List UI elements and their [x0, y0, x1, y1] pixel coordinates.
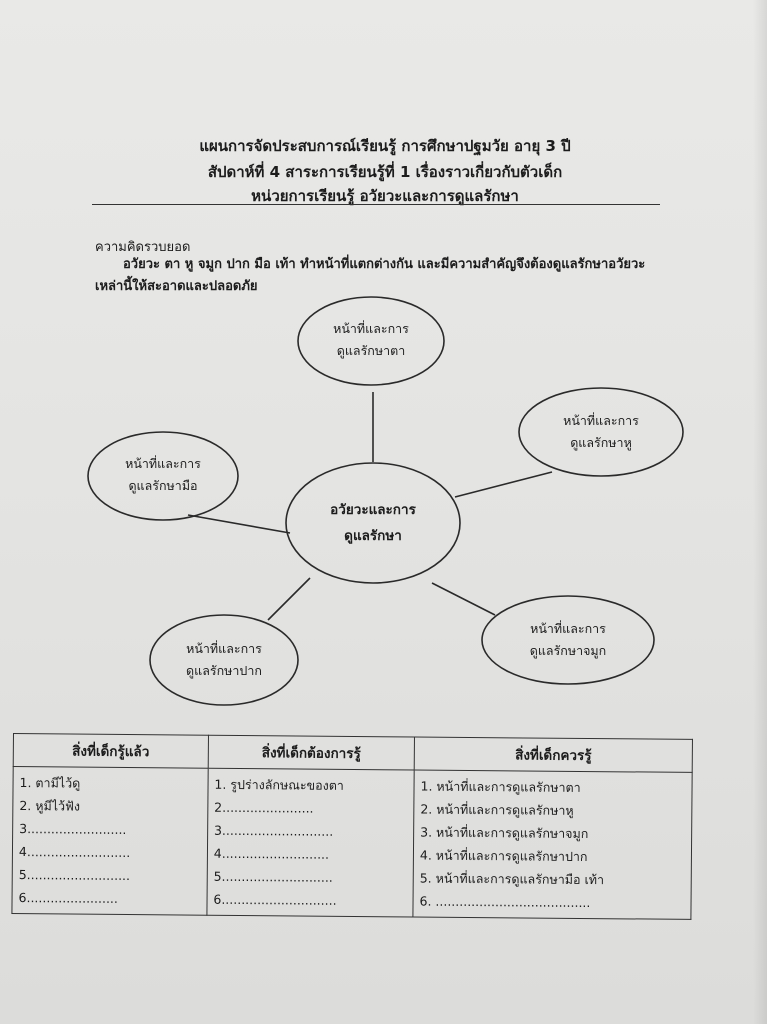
kwl-table: [11, 733, 693, 920]
node-eyes-line2: ดูแลรักษาตา: [336, 343, 406, 358]
known-item: 6.......................: [18, 890, 118, 906]
should-item: 2. หน้าที่และการดูแลรักษาหู: [420, 801, 574, 818]
should-item: 4. หน้าที่และการดูแลรักษาปาก: [419, 847, 588, 865]
known-item: 4..........................: [18, 844, 131, 861]
plan-title: แผนการจัดประสบการณ์เรียนรู้ การศึกษาปฐมวัย อายุ 3 ปี: [199, 137, 571, 155]
node-nose-label: [493, 618, 643, 662]
want-item: 6.............................: [213, 891, 337, 908]
node-eyes-label: [296, 318, 446, 362]
should-item: 5. หน้าที่และการดูแลรักษามือ เท้า: [419, 870, 605, 888]
node-nose-line1: หน้าที่และการ: [530, 621, 606, 636]
known-item: 3.........................: [19, 821, 127, 837]
kwl-header-known: สิ่งที่เด็กรู้แล้ว: [13, 734, 208, 769]
kwl-body-row: [12, 767, 692, 920]
known-item: 2. หูมีไว้ฟัง: [19, 798, 81, 814]
should-item: 6. .......................................: [419, 893, 591, 911]
node-eyes-line1: หน้าที่และการ: [333, 321, 409, 336]
concept-heading: ความคิดรวบยอด: [95, 240, 191, 255]
node-mouth-label: [149, 638, 299, 682]
node-ears-label: [526, 410, 676, 454]
node-mouth-line1: หน้าที่และการ: [186, 641, 262, 656]
want-item: 5............................: [213, 868, 333, 885]
node-ears-line1: หน้าที่และการ: [563, 413, 639, 428]
node-center-line1: อวัยวะและการ: [330, 502, 416, 518]
should-item: 1. หน้าที่และการดูแลรักษาตา: [420, 778, 581, 795]
known-item: 1. ตามีไว้ดู: [19, 775, 81, 791]
connector-ears: [455, 472, 552, 497]
concept-body: อวัยวะ ตา หู จมูก ปาก มือ เท้า ทำหน้าที่แตกต่างกัน และมีความสำคัญจึงต้องดูแลรักษาอวัยวะเหล่านี้ให้สะอาดและปลอดภัย: [95, 257, 646, 294]
kwl-header-want: สิ่งที่เด็กต้องการรู้: [208, 735, 414, 770]
connector-mouth: [268, 578, 310, 620]
node-mouth-line2: ดูแลรักษาปาก: [186, 663, 262, 678]
kwl-column-want: [207, 768, 414, 917]
kwl-column-should: [413, 770, 692, 919]
known-item: 5..........................: [18, 867, 131, 884]
connector-hands: [188, 515, 290, 533]
node-ears-line2: ดูแลรักษาหู: [570, 435, 632, 450]
want-item: 4...........................: [213, 845, 330, 862]
plan-week-subtitle: สัปดาห์ที่ 4 สาระการเรียนรู้ที่ 1 เรื่องราวเกี่ยวกับตัวเด็ก: [207, 163, 563, 181]
should-item: 3. หน้าที่และการดูแลรักษาจมูก: [420, 824, 589, 842]
node-nose-line2: ดูแลรักษาจมูก: [529, 643, 607, 658]
plan-unit-title: หน่วยการเรียนรู้ อวัยวะและการดูแลรักษา: [251, 187, 519, 205]
want-item: 1. รูปร่างลักษณะของตา: [214, 776, 344, 793]
node-center-label: [293, 497, 453, 549]
connector-nose: [432, 583, 495, 615]
node-hands-line1: หน้าที่และการ: [125, 456, 201, 471]
kwl-header-should: สิ่งที่เด็กควรรู้: [414, 737, 692, 772]
want-item: 3............................: [213, 822, 334, 839]
want-item: 2.......................: [214, 799, 314, 816]
node-hands-line2: ดูแลรักษามือ: [128, 478, 198, 493]
kwl-column-known: [12, 767, 208, 916]
node-center-line2: ดูแลรักษา: [344, 528, 402, 544]
node-hands-label: [88, 453, 238, 497]
